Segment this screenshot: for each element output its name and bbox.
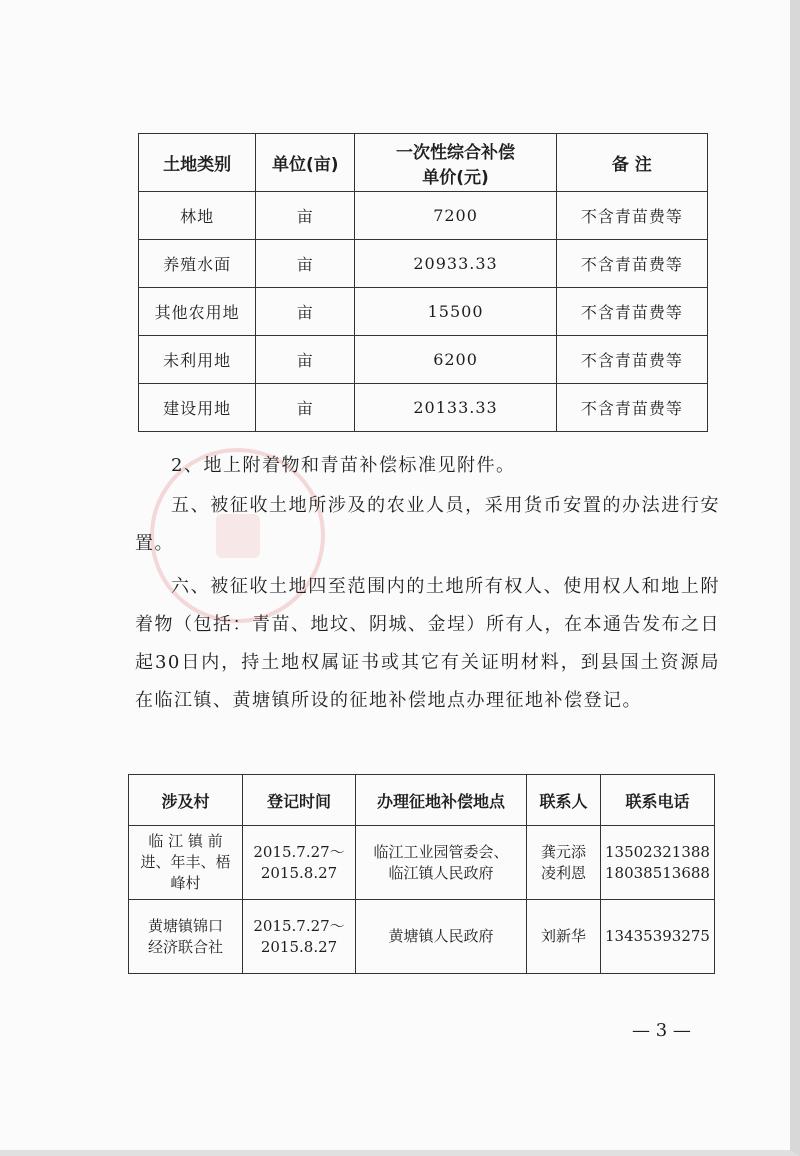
cell-price: 7200 bbox=[355, 192, 556, 240]
cell-time-line: 2015.7.27～ bbox=[253, 842, 345, 861]
cell-contact bbox=[527, 826, 601, 900]
header-unit: 单位(亩) bbox=[256, 134, 355, 192]
table-row bbox=[139, 288, 708, 336]
land-price-table bbox=[138, 133, 708, 432]
cell-category: 建设用地 bbox=[139, 384, 256, 432]
table-row bbox=[129, 826, 715, 900]
table-row bbox=[139, 192, 708, 240]
cell-place bbox=[356, 826, 527, 900]
cell-village-line: 临 江 镇 前 bbox=[148, 832, 223, 850]
cell-time-line: 2015.7.27～ bbox=[253, 916, 345, 935]
cell-village bbox=[129, 900, 243, 974]
cell-register-time bbox=[243, 900, 356, 974]
cell-price: 15500 bbox=[355, 288, 556, 336]
cell-phone: 13435393275 bbox=[601, 900, 715, 974]
cell-note: 不含青苗费等 bbox=[556, 240, 707, 288]
cell-village-line: 黄塘镇锦口 bbox=[147, 916, 223, 935]
cell-village-line: 进、年丰、梧 bbox=[140, 853, 231, 871]
cell-register-time bbox=[243, 826, 356, 900]
cell-place: 黄塘镇人民政府 bbox=[356, 900, 527, 974]
cell-price: 6200 bbox=[355, 336, 556, 384]
paragraph-compensation-standard: 2、地上附着物和青苗补偿标准见附件。 bbox=[171, 455, 516, 476]
header-village: 涉及村 bbox=[129, 775, 243, 826]
cell-price: 20933.33 bbox=[355, 240, 556, 288]
cell-place-line: 临江工业园管委会、 bbox=[373, 842, 509, 861]
cell-category: 林地 bbox=[139, 192, 256, 240]
header-place: 办理征地补偿地点 bbox=[356, 775, 527, 826]
cell-price: 20133.33 bbox=[355, 384, 556, 432]
cell-note: 不含青苗费等 bbox=[556, 288, 707, 336]
cell-village-line: 经济联合社 bbox=[147, 937, 223, 956]
cell-unit: 亩 bbox=[256, 192, 355, 240]
paragraph-registration: 六、被征收土地四至范围内的土地所有权人、使用权人和地上附着物（包括：青苗、地坟、阴城、金埕）所有人，在本通告发布之日起30日内，持土地权属证书或其它有关证明材料，到县国土资源局在临江镇、黄塘镇所设的征地补偿地点办理征地补偿登记。 bbox=[135, 576, 720, 711]
table-row bbox=[139, 336, 708, 384]
header-contact: 联系人 bbox=[527, 775, 601, 826]
header-register-time: 登记时间 bbox=[243, 775, 356, 826]
registration-table bbox=[128, 774, 715, 974]
cell-unit: 亩 bbox=[256, 288, 355, 336]
cell-note: 不含青苗费等 bbox=[556, 384, 707, 432]
cell-place-line: 临江镇人民政府 bbox=[388, 863, 494, 882]
cell-time-line: 2015.8.27 bbox=[260, 937, 338, 956]
cell-category: 其他农用地 bbox=[139, 288, 256, 336]
header-phone: 联系电话 bbox=[601, 775, 715, 826]
header-unit-price-line1: 一次性综合补偿 bbox=[396, 142, 516, 163]
cell-phone-line: 18038513688 bbox=[605, 863, 710, 882]
cell-category: 未利用地 bbox=[139, 336, 256, 384]
cell-phone-line: 13502321388 bbox=[605, 842, 710, 861]
cell-village-line: 峰村 bbox=[170, 874, 201, 892]
page-number: — 3 — bbox=[632, 1020, 691, 1041]
table-header-row bbox=[129, 775, 715, 826]
paragraph-resettlement: 五、被征收土地所涉及的农业人员，采用货币安置的办法进行安置。 bbox=[135, 495, 720, 554]
table-header-row bbox=[139, 134, 708, 192]
cell-time-line: 2015.8.27 bbox=[260, 863, 338, 882]
header-unit-price bbox=[355, 134, 556, 192]
cell-unit: 亩 bbox=[256, 384, 355, 432]
cell-phone bbox=[601, 826, 715, 900]
cell-note: 不含青苗费等 bbox=[556, 336, 707, 384]
cell-unit: 亩 bbox=[256, 240, 355, 288]
cell-unit: 亩 bbox=[256, 336, 355, 384]
header-note: 备 注 bbox=[556, 134, 707, 192]
cell-note: 不含青苗费等 bbox=[556, 192, 707, 240]
cell-contact: 刘新华 bbox=[527, 900, 601, 974]
cell-village bbox=[129, 826, 243, 900]
table-row bbox=[139, 384, 708, 432]
header-unit-price-line2: 单价(元) bbox=[422, 167, 489, 188]
table-row bbox=[139, 240, 708, 288]
cell-category: 养殖水面 bbox=[139, 240, 256, 288]
cell-contact-line: 凌利恩 bbox=[540, 863, 586, 882]
header-land-category: 土地类别 bbox=[139, 134, 256, 192]
table-row bbox=[129, 900, 715, 974]
cell-contact-line: 龚元添 bbox=[540, 842, 586, 861]
